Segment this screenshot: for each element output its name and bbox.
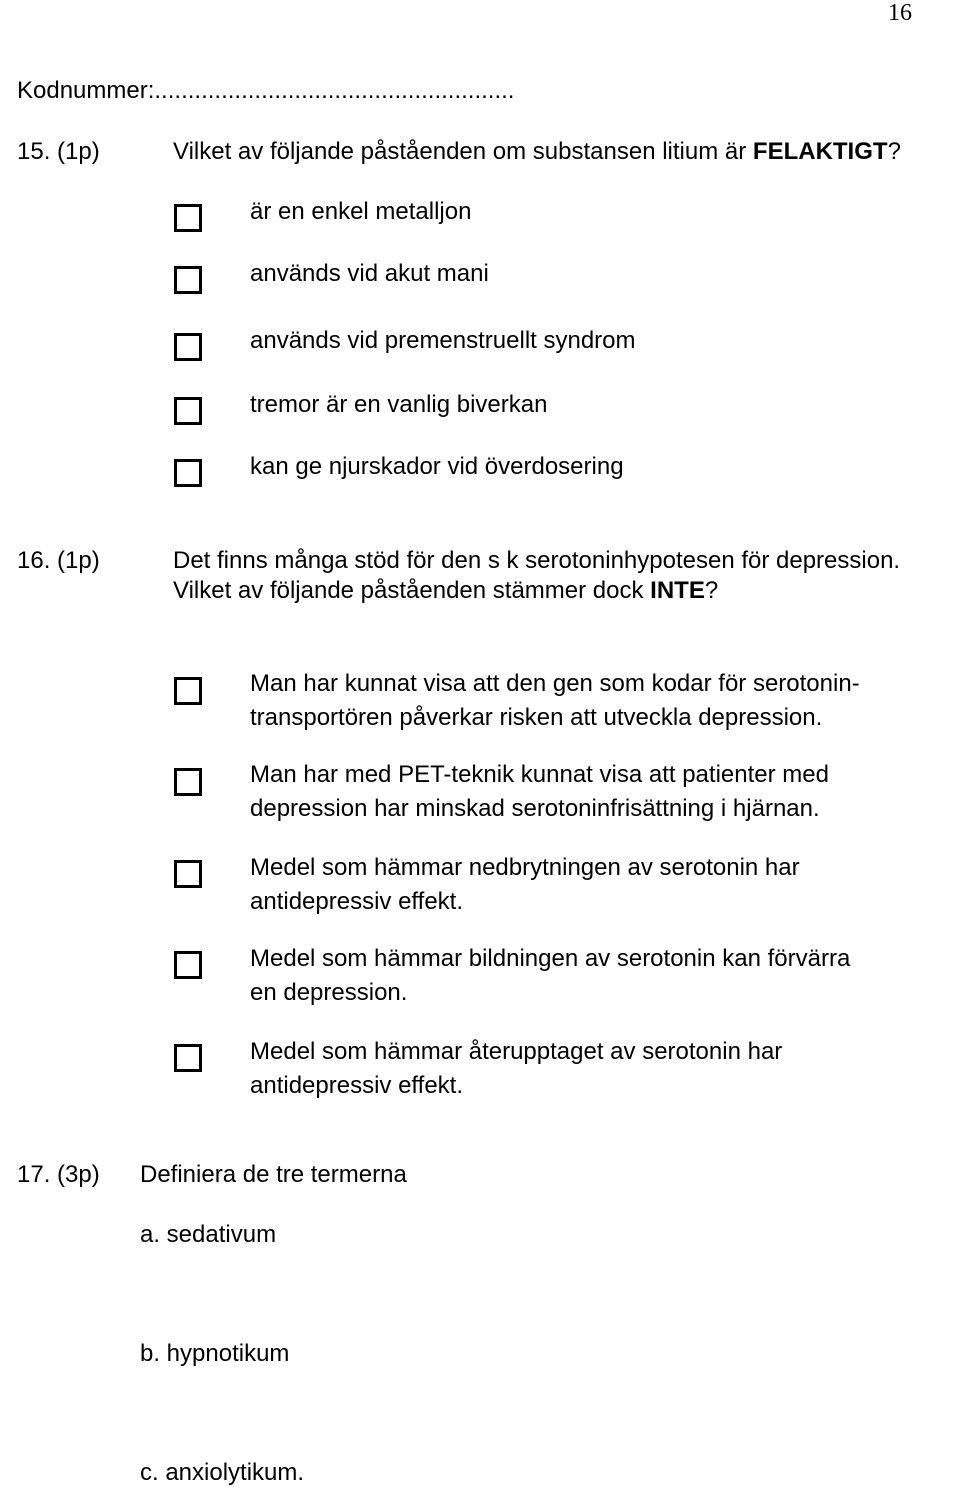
- q15-option-4-checkbox[interactable]: [174, 397, 202, 425]
- q16-option-4-checkbox[interactable]: [174, 951, 202, 979]
- q15-number: 15. (1p): [17, 138, 100, 165]
- q15-option-4-label: tremor är en vanlig biverkan: [250, 391, 548, 418]
- q17-number: 17. (3p): [17, 1161, 100, 1188]
- q15-option-2-checkbox[interactable]: [174, 266, 202, 294]
- page-number: 16: [888, 0, 912, 26]
- q15-option-5-checkbox[interactable]: [174, 459, 202, 487]
- q17-part-c: c. anxiolytikum.: [140, 1459, 305, 1486]
- q16-option-5-checkbox[interactable]: [174, 1044, 202, 1072]
- q15-question: Vilket av följande påståenden om substansen litium är FELAKTIGT?: [173, 138, 901, 165]
- q16-option-3-checkbox[interactable]: [174, 860, 202, 888]
- q16-option-2-checkbox[interactable]: [174, 768, 202, 796]
- q15-option-1-checkbox[interactable]: [174, 204, 202, 232]
- q16-number: 16. (1p): [17, 547, 100, 574]
- q16-option-4-label: Medel som hämmar bildningen av serotonin kan förvärra en depression.: [250, 945, 851, 1006]
- q16-option-5-label: Medel som hämmar återupptaget av serotonin har antidepressiv effekt.: [250, 1038, 783, 1099]
- q17-part-a: a. sedativum: [140, 1221, 277, 1248]
- q15-option-3-label: används vid premenstruellt syndrom: [250, 327, 636, 354]
- q16-option-1-label: Man har kunnat visa att den gen som kodar för serotonin- transportören påverkar risken att utveckla depression.: [250, 670, 860, 731]
- q17-part-b: b. hypnotikum: [140, 1340, 290, 1367]
- kodnummer-field: Kodnummer:......................................................: [17, 77, 515, 104]
- q16-option-2-label: Man har med PET-teknik kunnat visa att patienter med depression har minskad serotoninfrisättning i hjärnan.: [250, 761, 829, 822]
- q16-question-line-1: Det finns många stöd för den s k serotoninhypotesen för depression.: [173, 547, 901, 574]
- q17-question: Definiera de tre termerna: [140, 1161, 407, 1188]
- q15-option-3-checkbox[interactable]: [174, 333, 202, 361]
- q15-option-2-label: används vid akut mani: [250, 260, 489, 287]
- q16-option-3-label: Medel som hämmar nedbrytningen av serotonin har antidepressiv effekt.: [250, 854, 800, 915]
- q16-question-line-2: Vilket av följande påståenden stämmer dock INTE?: [173, 577, 719, 604]
- q15-option-1-label: är en enkel metalljon: [250, 198, 472, 225]
- q16-option-1-checkbox[interactable]: [174, 677, 202, 705]
- q15-option-5-label: kan ge njurskador vid överdosering: [250, 453, 624, 480]
